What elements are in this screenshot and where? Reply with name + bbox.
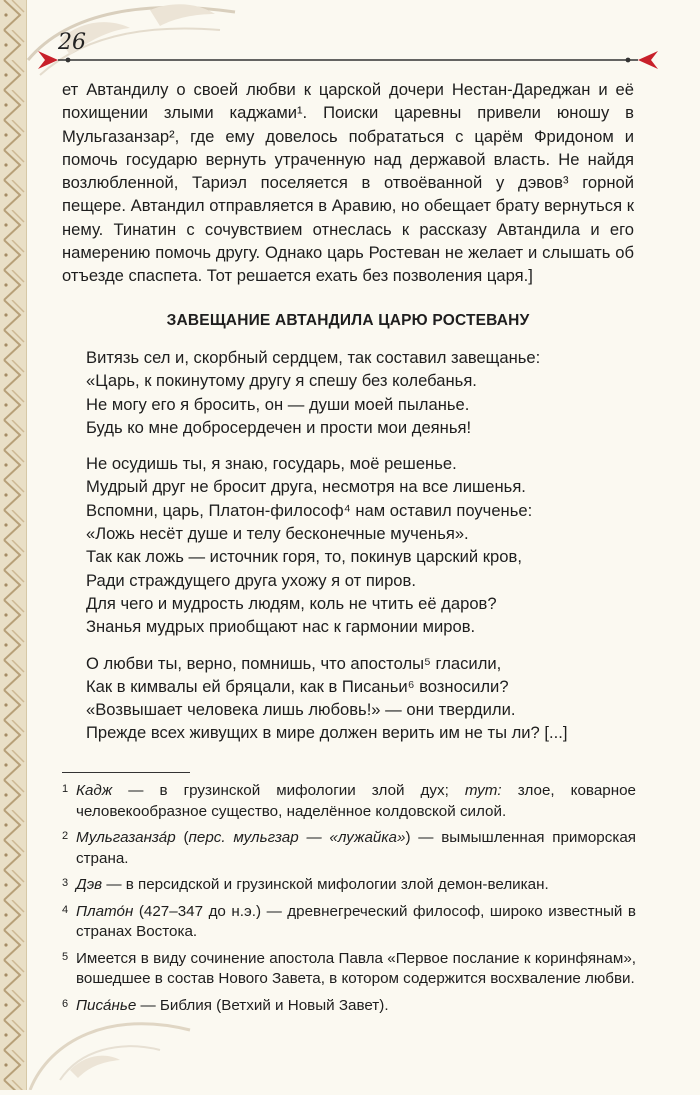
header-rule (36, 48, 660, 72)
stanza-3 (86, 652, 634, 745)
footnote-body: ( (175, 829, 189, 846)
stanza-1 (86, 346, 634, 439)
footnotes (62, 781, 636, 1022)
footnote-term: Кадж (76, 782, 113, 799)
verse-line: О любви ты, верно, помнишь, что апостолы⁵ гласили, (86, 653, 502, 673)
verse-line: Вспомни, царь, Платон-философ⁴ нам оставил поученье: (86, 500, 533, 520)
footnote-4 (62, 902, 636, 943)
footnote-note: тут: (464, 782, 502, 799)
footnote-number: 5 (62, 950, 69, 963)
footnote-text (76, 902, 636, 943)
footnote-term: Дэв (76, 876, 103, 893)
verse-line: Прежде всех живущих в мире должен верить им не ты ли? [...] (86, 723, 568, 743)
stanza-2 (86, 452, 634, 638)
border-pattern-icon (0, 0, 26, 1090)
footnote-body: (427–347 до н.э.) — древнегреческий философ, широко известный в странах Востока. (76, 902, 636, 940)
footnote-3 (62, 875, 636, 896)
footnote-number: 2 (62, 830, 69, 842)
verse-line: Ради страждущего друга ухожу я от пиров. (86, 570, 416, 590)
footnote-1 (62, 781, 636, 822)
footnote-text (76, 996, 389, 1017)
footnote-text (76, 875, 549, 896)
footnote-5 (62, 949, 636, 990)
footnote-divider (62, 772, 190, 773)
footnote-note: перс. мульгзар — «лужайка» (188, 829, 406, 846)
footnote-body-2: злое, коварное человекообразное существо, наделённое колдовской силой. (76, 782, 636, 820)
footnote-number: 6 (62, 997, 69, 1010)
right-arrow-ornament-icon (638, 51, 658, 69)
footnote-body-2: ) — вымышленная приморская страна. (76, 829, 636, 867)
main-text (62, 78, 634, 758)
footnote-body: — в персидской и грузинской мифологии злой демон-великан. (102, 876, 549, 893)
footnote-body: — в грузинской мифологии злой дух; (112, 782, 465, 799)
verse-line: Для чего и мудрость людям, коль не чтить её даров? (86, 593, 497, 613)
verse-line: Будь ко мне добросердечен и прости мои деянья! (86, 417, 472, 437)
ornamental-border (0, 0, 27, 1090)
verse-line: Не могу его я бросить, он — души моей пыланье. (86, 394, 470, 414)
footnote-body: — Библия (Ветхий и Новый Завет). (136, 996, 389, 1014)
intro-paragraph: ет Автандилу о своей любви к царской дочери Нестан-Дареджан и её похищении злыми каджами¹. Поиски царевны привели юношу в Мульгазанзар², где ему довелось побрататься с царём Фридоном и помочь государю вернуть утраченную над державой власть. Не найдя возлюбленной, Тариэл поселяется в отвоёванной у дэвов³ горной пещере. Автандил отправляется в Аравию, но обещает брату вернуться к нему. Тинатин с сочувствием отнеслась к рассказу Автандила и его намерению помочь другу. Однако царь Ростеван не желает и слышать об отъезде спаспета. Тот решается ехать без позволения царя.] (62, 80, 634, 286)
footnote-2 (62, 828, 636, 869)
verse-line: Не осудишь ты, я знаю, государь, моё решенье. (86, 454, 457, 474)
footnote-text (76, 781, 636, 822)
footnote-number: 3 (62, 877, 69, 889)
verse-line: Витязь сел и, скорбный сердцем, так составил завещанье: (86, 347, 541, 367)
page-header (36, 28, 660, 68)
footnote-body: Имеется в виду сочинение апостола Павла «Первое послание к коринфянам», вошедшее в состав Нового Завета, в котором содержится восхваление любви. (76, 949, 636, 987)
footnote-number: 4 (62, 903, 69, 916)
footnote-term: Мульгазанза́р (76, 829, 176, 846)
footnote-number: 1 (62, 783, 69, 795)
footnote-term: Плато́н (76, 902, 134, 920)
verse-line: Знанья мудрых приобщают нас к гармонии миров. (86, 617, 476, 637)
verse-line: «Царь, к покинутому другу я спешу без колебанья. (86, 371, 477, 391)
verse-line: «Возвышает человека лишь любовь!» — они твердили. (86, 700, 516, 720)
footnote-term: Писа́нье (76, 996, 137, 1014)
left-arrow-ornament-icon (38, 51, 58, 69)
verse-line: Мудрый друг не бросит друга, несмотря на все лишенья. (86, 477, 526, 497)
page-number: 26 (58, 30, 86, 55)
footnote-text (76, 949, 636, 990)
footnote-6 (62, 996, 636, 1017)
verse-line: Как в кимвалы ей бряцали, как в Писаньи⁶ возносили? (86, 676, 509, 696)
footnote-text (76, 828, 636, 869)
section-title: ЗАВЕЩАНИЕ АВТАНДИЛА ЦАРЮ РОСТЕВАНУ (166, 311, 530, 329)
verse-line: «Ложь несёт душе и телу бесконечные мученья». (86, 524, 469, 544)
verse-line: Так как ложь — источник горя, то, покинув царский кров, (86, 547, 522, 567)
